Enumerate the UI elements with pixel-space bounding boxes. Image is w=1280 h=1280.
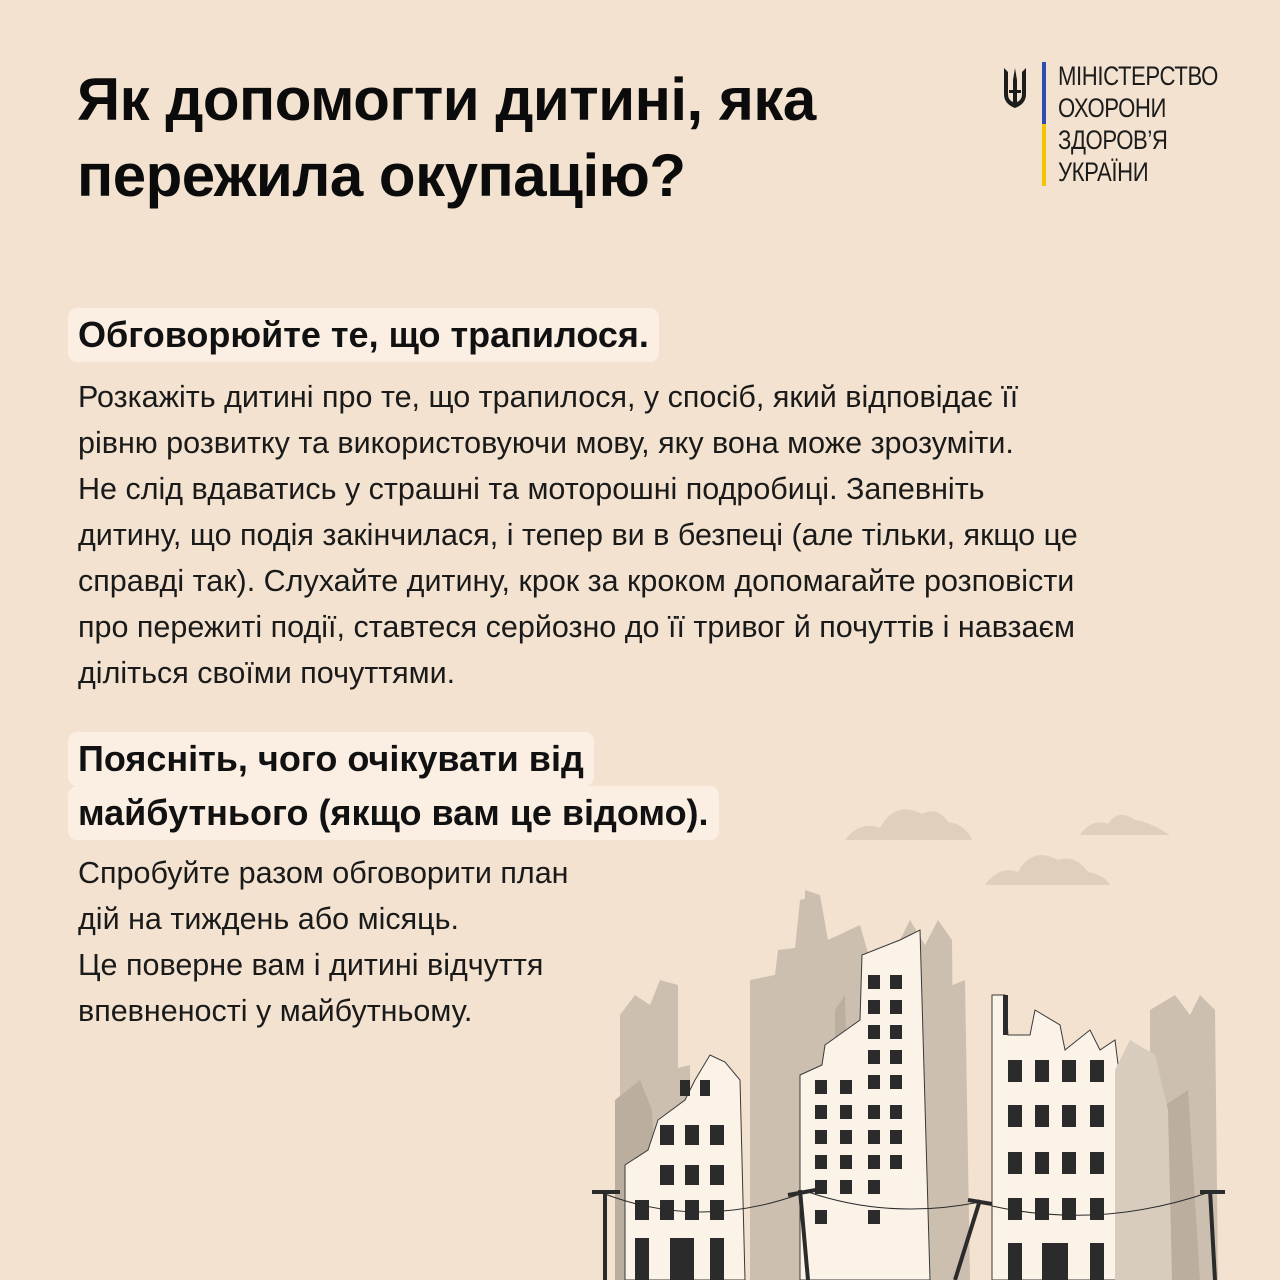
- section-body: [78, 374, 1078, 696]
- ministry-name-line: УКРАЇНИ: [1058, 157, 1149, 187]
- body-line: рівню розвитку та використовуючи мову, яку вона може зрозуміти.: [78, 426, 1014, 460]
- ministry-name-line: ОХОРОНИ: [1058, 93, 1167, 123]
- body-line: діліться своїми почуттями.: [78, 656, 456, 690]
- body-line: дитину, що подія закінчилася, і тепер ви в безпеці (але тільки, якщо це: [78, 518, 1078, 552]
- title-line: Як допомогти дитині, яка: [77, 66, 816, 133]
- ministry-name-line: ЗДОРОВ’Я: [1058, 125, 1168, 155]
- section-heading: Обговорюйте те, що трапилося.: [68, 308, 659, 362]
- ministry-name: [1058, 60, 1253, 188]
- body-line: Не слід вдаватись у страшні та моторошні подробиці. Запевніть: [78, 472, 985, 506]
- body-line: справді так). Слухайте дитину, крок за кроком допомагайте розповісти: [78, 564, 1075, 598]
- building-right: [992, 995, 1172, 1280]
- body-line: про пережиті події, ставтеся серйозно до її тривог й почуттів і навзаєм: [78, 610, 1076, 644]
- title-line: пережила окупацію?: [77, 142, 686, 209]
- trident-icon: [1000, 64, 1030, 110]
- destroyed-city-illustration: [560, 780, 1280, 1280]
- ministry-name-line: МІНІСТЕРСТВО: [1058, 61, 1218, 91]
- cloud-icon: [845, 809, 1170, 885]
- ministry-logo: [1000, 62, 1240, 192]
- section-heading: Поясніть, чого очікувати від: [68, 732, 594, 786]
- body-line: Це поверне вам і дитині відчуття: [78, 948, 544, 982]
- body-line: Спробуйте разом обговорити план: [78, 856, 569, 890]
- body-line: впевненості у майбутньому.: [78, 994, 473, 1028]
- body-line: Розкажіть дитині про те, що трапилося, у спосіб, який відповідає її: [78, 380, 1019, 414]
- body-line: дій на тиждень або місяць.: [78, 902, 459, 936]
- page-title: [77, 62, 957, 214]
- section-body: [78, 850, 569, 1034]
- flag-bar: [1042, 62, 1046, 186]
- section-heading: майбутнього (якщо вам це відомо).: [68, 786, 719, 840]
